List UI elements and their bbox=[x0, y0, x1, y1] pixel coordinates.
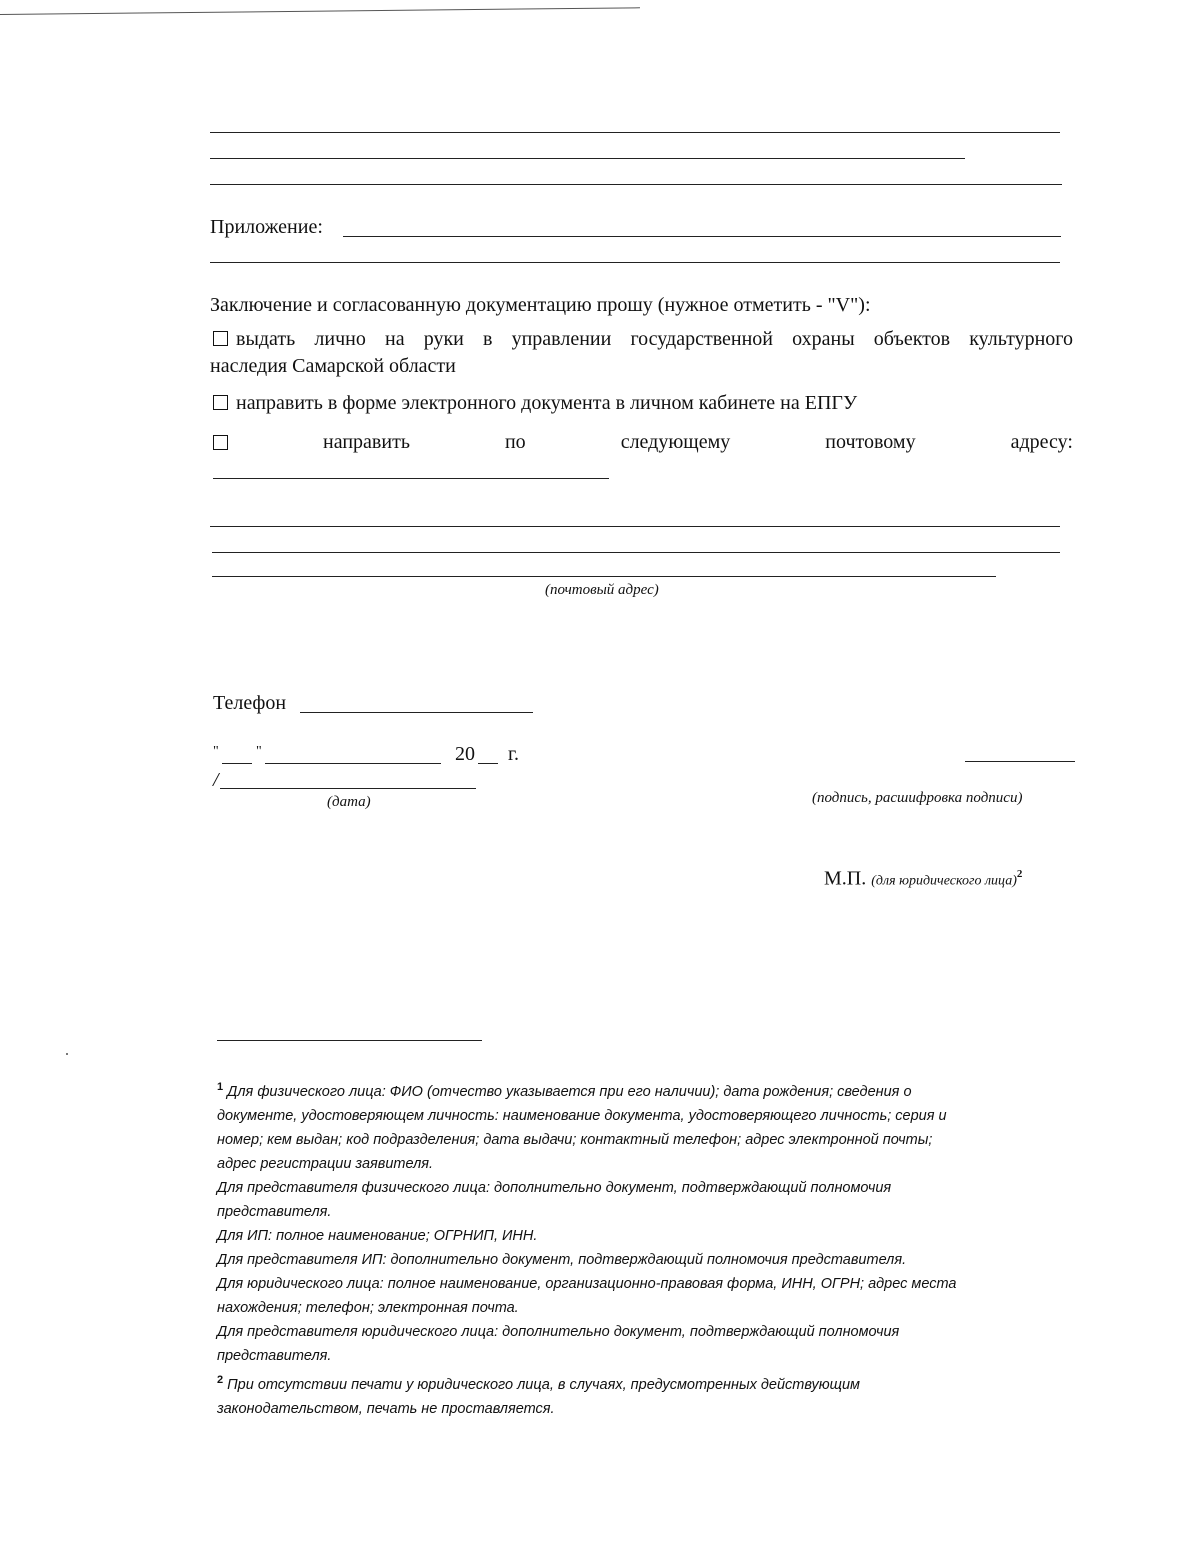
postal-input-line-3[interactable] bbox=[212, 552, 1060, 553]
phone-input-line[interactable] bbox=[300, 712, 533, 713]
option-postal-word-2: по bbox=[504, 431, 526, 453]
date-slash: / bbox=[213, 769, 219, 791]
blank-line-3 bbox=[210, 184, 1062, 185]
seal-note: (для юридического лица) bbox=[871, 873, 1017, 889]
postal-caption: (почтовый адрес) bbox=[545, 582, 659, 598]
footnotes-block bbox=[217, 1075, 1087, 1421]
footnote-1-line: Для представителя физического лица: дополнительно документ, подтверждающий полномочия bbox=[217, 1179, 892, 1196]
option-personal-pickup-text: выдать лично на руки в управлении государственной охраны объектов культурного bbox=[236, 328, 1073, 350]
option-postal-word-4: почтовому bbox=[825, 431, 916, 453]
date-year-line[interactable] bbox=[478, 763, 498, 764]
footnote-1-line: Для ИП: полное наименование; ОГРНИП, ИНН. bbox=[217, 1227, 538, 1244]
footnote-separator bbox=[217, 1040, 482, 1041]
phone-label: Телефон bbox=[213, 692, 287, 714]
option-postal-word-5: адресу: bbox=[1010, 431, 1073, 453]
option-postal-word-3: следующему bbox=[620, 431, 731, 453]
option-postal[interactable] bbox=[213, 428, 1073, 456]
seal-label: М.П. bbox=[824, 867, 867, 890]
date-year-suffix: г. bbox=[508, 743, 519, 765]
postal-input-line-2[interactable] bbox=[210, 526, 1060, 527]
signature-caption: (подпись, расшифровка подписи) bbox=[812, 790, 1023, 806]
checkbox-postal[interactable] bbox=[213, 435, 228, 450]
date-caption: (дата) bbox=[327, 794, 371, 810]
delivery-prompt: Заключение и согласованную документацию прошу (нужное отметить - "V"): bbox=[210, 294, 871, 316]
footnote-1-line: представителя. bbox=[217, 1203, 332, 1220]
footnote-1-line: адрес регистрации заявителя. bbox=[217, 1155, 434, 1172]
appendix-label: Приложение: bbox=[210, 216, 323, 238]
footnote-1-line: нахождения; телефон; электронная почта. bbox=[217, 1299, 519, 1316]
footnote-1-number: 1 bbox=[217, 1081, 224, 1093]
option-epgu-text: направить в форме электронного документа в личном кабинете на ЕПГУ bbox=[236, 392, 858, 414]
checkbox-personal-pickup[interactable] bbox=[213, 331, 228, 346]
footnote-1-line: номер; кем выдан; код подразделения; дата выдачи; контактный телефон; адрес электронной почты; bbox=[217, 1131, 933, 1148]
signature-line[interactable] bbox=[965, 761, 1075, 762]
footnote-1-line: документе, удостоверяющем личность: наименование документа, удостоверяющего личность; серия и bbox=[217, 1107, 947, 1124]
footnote-2-text: При отсутствии печати у юридического лица, в случаях, предусмотренных действующим bbox=[227, 1376, 860, 1393]
footnote-1-line: Для юридического лица: полное наименование, организационно-правовая форма, ИНН, ОГРН; адрес места bbox=[217, 1275, 957, 1292]
date-month-line[interactable] bbox=[265, 763, 441, 764]
footnote-1-line: Для представителя юридического лица: дополнительно документ, подтверждающий полномочия bbox=[217, 1323, 900, 1340]
seal-footnote-ref: 2 bbox=[1016, 868, 1023, 880]
footnote-2-line bbox=[217, 1368, 1087, 1397]
footnote-1-line: Для представителя ИП: дополнительно документ, подтверждающий полномочия представителя. bbox=[217, 1251, 907, 1268]
footnote-1-line bbox=[217, 1075, 1087, 1104]
footnote-1-text: Для физического лица: ФИО (отчество указывается при его наличии); дата рождения; сведения о bbox=[227, 1083, 912, 1100]
blank-line-2 bbox=[210, 158, 965, 159]
scan-dot bbox=[66, 1053, 68, 1055]
date-year-prefix: 20 bbox=[455, 743, 475, 765]
footnote-1-line: представителя. bbox=[217, 1347, 332, 1364]
option-personal-pickup[interactable] bbox=[213, 325, 1073, 353]
blank-line-1 bbox=[210, 132, 1060, 133]
footnote-2-line: законодательством, печать не проставляется. bbox=[217, 1400, 555, 1417]
option-postal-word-1: направить bbox=[323, 431, 410, 453]
date-quote-close: " bbox=[256, 744, 262, 759]
postal-input-line-1[interactable] bbox=[213, 478, 609, 479]
appendix-input-line[interactable] bbox=[343, 236, 1061, 237]
date-day-line[interactable] bbox=[222, 763, 252, 764]
option-epgu[interactable] bbox=[213, 389, 857, 417]
scan-edge-line bbox=[0, 7, 640, 15]
option-personal-pickup-line2: наследия Самарской области bbox=[210, 355, 456, 377]
seal-block bbox=[824, 860, 1022, 896]
date-quote-open: " bbox=[213, 744, 219, 759]
checkbox-epgu[interactable] bbox=[213, 395, 228, 410]
footnote-2-number: 2 bbox=[217, 1373, 224, 1386]
appendix-input-line-2[interactable] bbox=[210, 262, 1060, 263]
postal-input-line-4[interactable] bbox=[212, 576, 996, 577]
date-extra-line[interactable] bbox=[220, 788, 476, 789]
